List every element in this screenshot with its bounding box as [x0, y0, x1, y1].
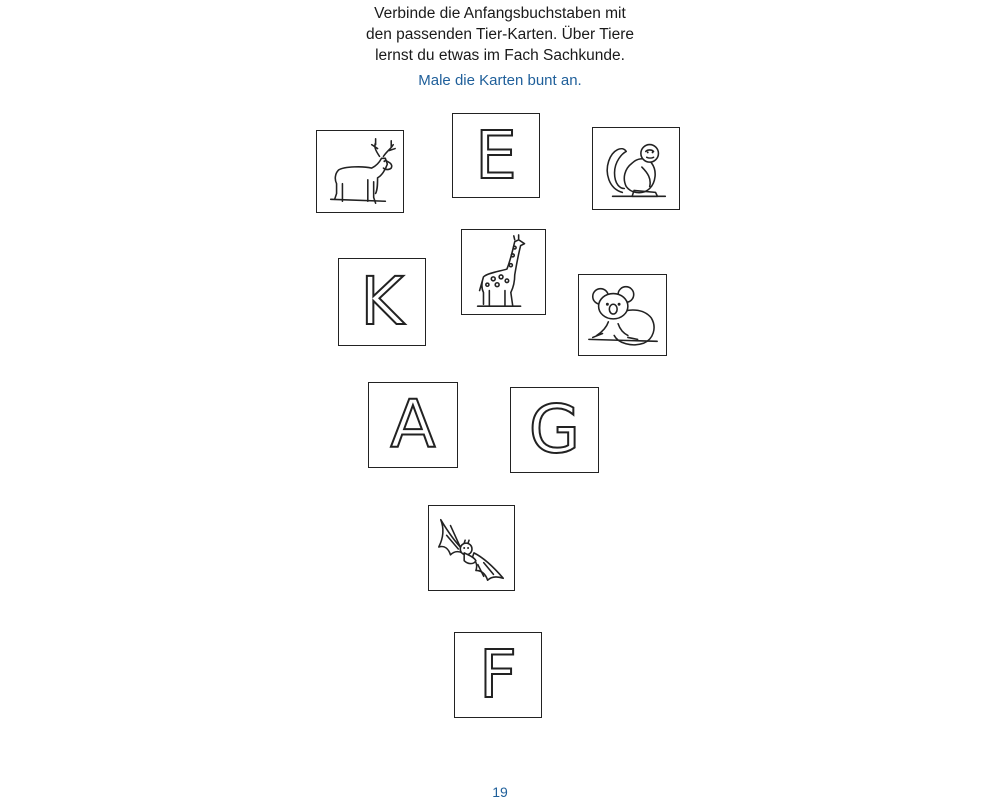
card-moose[interactable] — [316, 130, 404, 213]
koala-icon — [579, 275, 666, 355]
letter-k: K — [360, 263, 404, 340]
letter-g: G — [528, 391, 581, 468]
letter-f: F — [479, 636, 517, 713]
card-letter-a[interactable] — [368, 382, 458, 468]
page-number: 19 — [492, 784, 508, 800]
card-koala[interactable] — [578, 274, 667, 356]
card-bat[interactable] — [428, 505, 515, 591]
card-monkey[interactable] — [592, 127, 680, 210]
coloring-instruction: Male die Karten bunt an. — [418, 72, 582, 89]
giraffe-icon — [462, 230, 545, 314]
monkey-icon — [593, 128, 679, 209]
instruction-line-1: Verbinde die Anfangsbuchstaben mit — [374, 5, 626, 22]
card-letter-f[interactable] — [454, 632, 542, 718]
instruction-line-2: den passenden Tier-Karten. Über Tiere — [366, 26, 634, 43]
card-letter-e[interactable] — [452, 113, 540, 198]
moose-icon — [317, 131, 403, 212]
card-letter-g[interactable] — [510, 387, 599, 473]
card-giraffe[interactable] — [461, 229, 546, 315]
instruction-line-3: lernst du etwas im Fach Sachkunde. — [375, 47, 625, 64]
letter-e: E — [475, 116, 517, 194]
letter-a: A — [390, 386, 436, 463]
instruction-text — [0, 3, 1000, 66]
bat-icon — [429, 506, 514, 590]
card-letter-k[interactable] — [338, 258, 426, 346]
